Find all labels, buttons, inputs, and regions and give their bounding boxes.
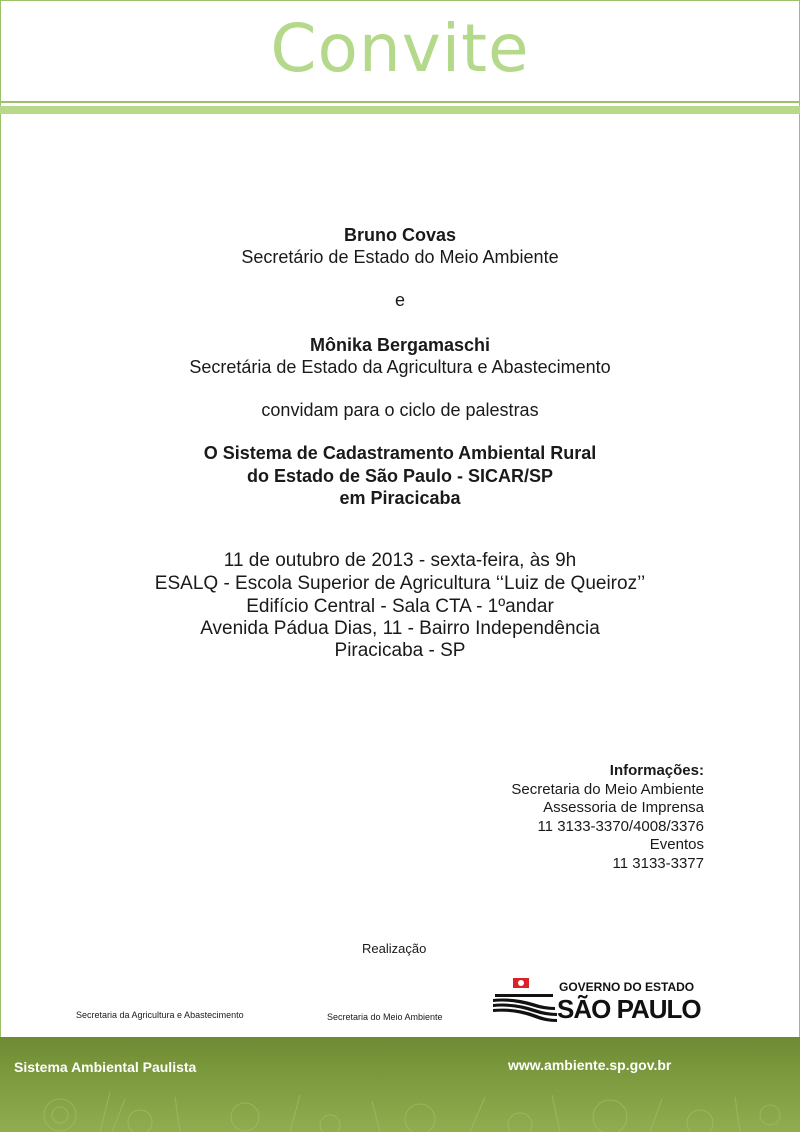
header-divider-thick	[0, 106, 800, 114]
event-title-line2: do Estado de São Paulo - SICAR/SP	[246, 466, 554, 486]
event-date: 11 de outubro de 2013 - sexta-feira, às 9h	[223, 550, 577, 571]
event-address: Avenida Pádua Dias, 11 - Bairro Independência	[200, 618, 600, 639]
governo-sp-logo	[493, 976, 703, 1022]
info-line: Assessoria de Imprensa	[543, 799, 704, 817]
footer-band	[0, 1037, 800, 1132]
info-line: Eventos	[649, 836, 704, 854]
event-title-line3: em Piracicaba	[339, 488, 461, 508]
event-venue: ESALQ - Escola Superior de Agricultura ‘‘Luiz de Queiroz’’	[154, 573, 646, 594]
footer-website-link[interactable]: www.ambiente.sp.gov.br	[508, 1057, 672, 1073]
footer-brand: Sistema Ambiental Paulista	[14, 1059, 197, 1075]
host1-role: Secretário de Estado do Meio Ambiente	[241, 247, 559, 267]
info-line: Secretaria do Meio Ambiente	[511, 780, 704, 798]
logo-text-line1: GOVERNO DO ESTADO	[559, 980, 695, 994]
header-divider-thin	[0, 101, 800, 103]
invite-text: convidam para o ciclo de palestras	[261, 400, 539, 420]
realizacao-label: Realização	[362, 941, 427, 956]
sec-agricultura-label: Secretaria da Agricultura e Abastecimento	[76, 1010, 244, 1020]
host2-name: Mônika Bergamaschi	[309, 335, 491, 355]
logo-text-line2: SÃO PAULO	[557, 994, 701, 1022]
sec-meio-ambiente-label: Secretaria do Meio Ambiente	[327, 1012, 443, 1022]
page-title: Convite	[270, 10, 530, 87]
info-block	[511, 762, 704, 874]
info-phone: 11 3133-3377	[612, 854, 704, 872]
event-title-line1: O Sistema de Cadastramento Ambiental Rural	[203, 443, 597, 463]
host2-role: Secretária de Estado da Agricultura e Abastecimento	[189, 357, 611, 377]
conjunction: e	[394, 290, 405, 310]
foliage-decoration	[0, 1037, 800, 1132]
host1-name: Bruno Covas	[343, 225, 457, 245]
event-city: Piracicaba - SP	[334, 640, 466, 661]
info-heading: Informações:	[609, 762, 704, 779]
event-room: Edifício Central - Sala CTA - 1ºandar	[246, 596, 554, 617]
info-phone: 11 3133-3370/4008/3376	[537, 817, 704, 835]
flag-stripes-icon	[493, 994, 557, 1022]
